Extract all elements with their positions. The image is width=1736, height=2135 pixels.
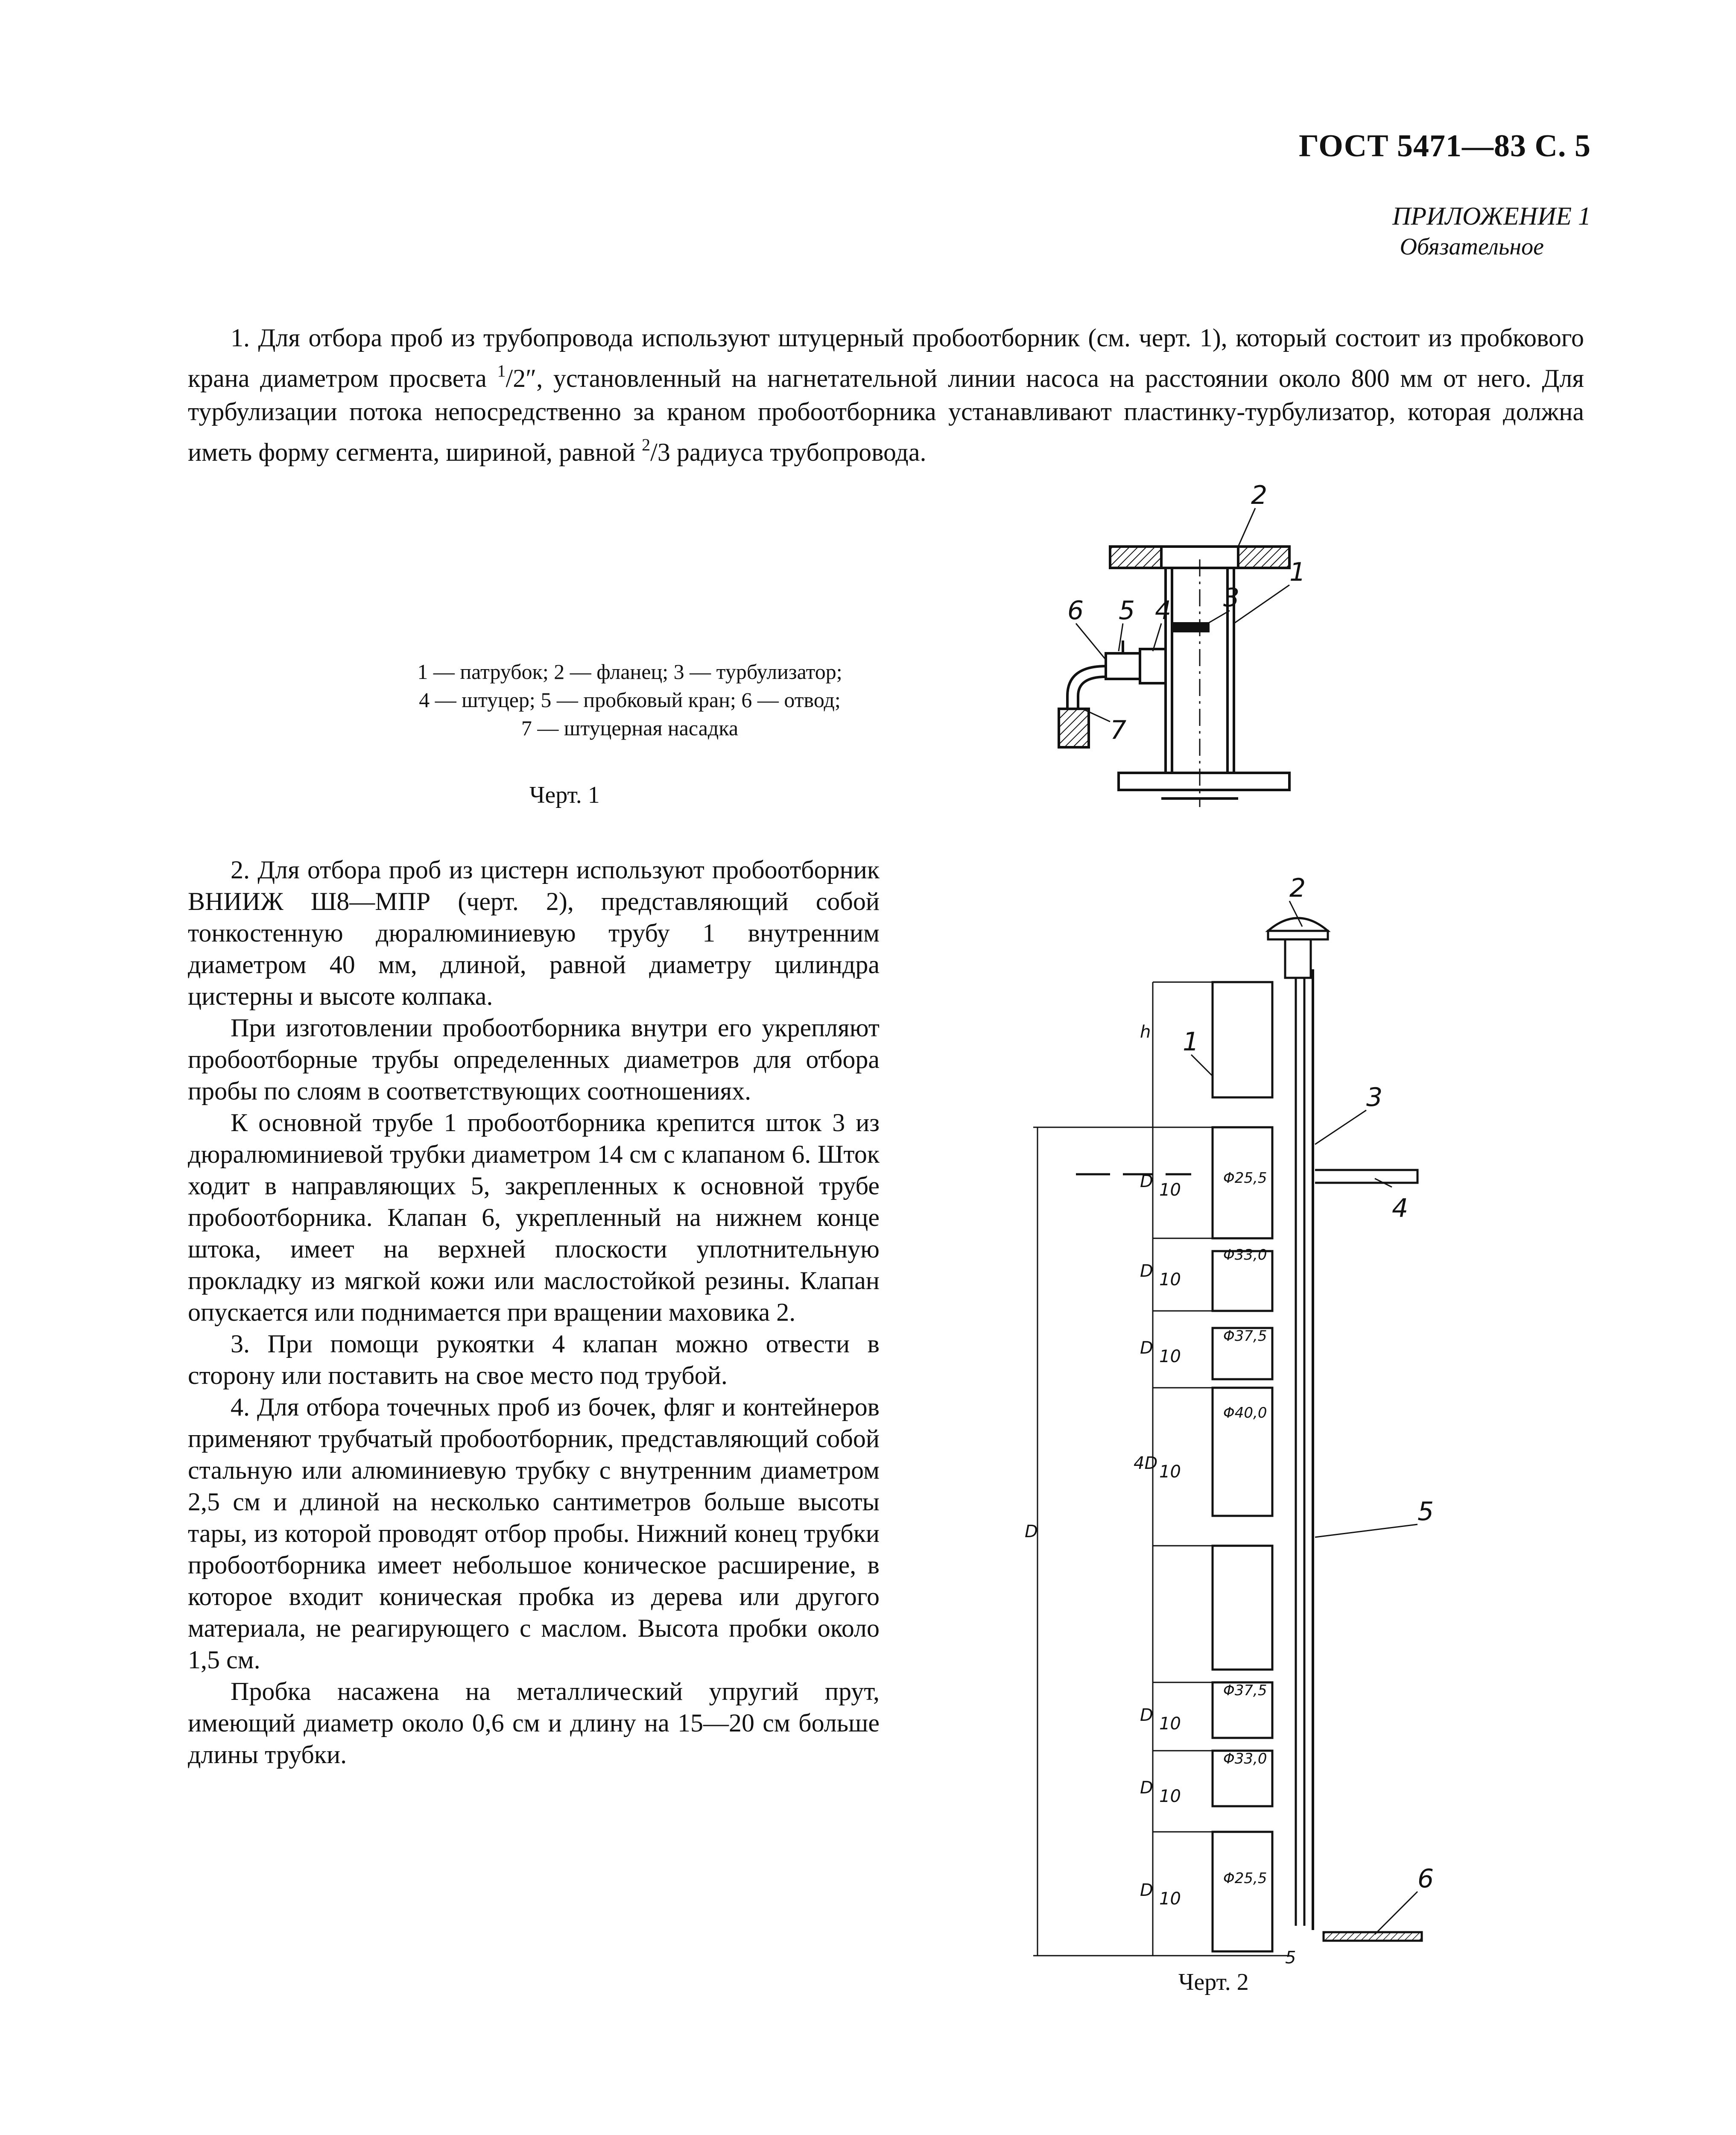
- paragraph-1-part2: , установленный на нагнетательной линии насоса на расстоянии около 800 мм от него. Для турбулизации потока непосредственно за краном пробоотборника устанавливают пластинку-турбулизатор, которая должна иметь форму сегмента, шириной, равной: [188, 364, 1584, 466]
- fig1-label-2: 2: [1251, 483, 1268, 510]
- fraction2-rest: /3: [650, 438, 670, 466]
- paragraph-4: 4. Для отбора точечных проб из бочек, фляг и контейнеров применяют трубчатый пробоотборник, представляющий собой стальную или алюминиевую трубку с внутренним диаметром 2,5 см и длиной на несколько сантиметров больше высоты тары, из которой проводят отбор пробы. Нижний конец трубки пробоотборника имеет небольшое коническое расширение, в которое входит коническая пробка из дерева или другого материала, не реагирующего с маслом. Высота пробки около 1,5 см.: [188, 1393, 880, 1674]
- dim-D-2: D: [1140, 1261, 1153, 1281]
- fraction2-numerator: 2: [642, 435, 651, 454]
- figure-1-legend: [299, 658, 961, 742]
- dim-phi33-top: Φ33,0: [1223, 1246, 1267, 1263]
- outlet-bend: [1067, 666, 1106, 709]
- appendix-heading: [1392, 201, 1591, 262]
- fig2-label-6: 6: [1417, 1864, 1434, 1894]
- fig2-label-1: 1: [1183, 1027, 1199, 1057]
- paragraph-2-3: К основной трубе 1 пробоотборника крепится шток 3 из дюралюминиевой трубки диаметром 14 см с клапаном 6. Шток ходит в направляющих 5, закрепленных к основной трубе пробоотборника. Клапан 6, укрепленный на нижнем конце штока, имеет на верхней плоскости уплотнительную прокладку из мягкой кожи или маслостойкой резины. Клапан опускается или поднимается при вращении маховика 2.: [188, 1108, 880, 1326]
- dim-phi40: Φ40,0: [1223, 1404, 1267, 1421]
- paragraph-3: 3. При помощи рукоятки 4 клапан можно отвести в сторону или поставить на свое место под трубой.: [188, 1330, 880, 1389]
- handwheel: [1268, 918, 1328, 931]
- sample-block-1: [1213, 982, 1272, 1097]
- fig1-label-5: 5: [1119, 596, 1135, 626]
- fitting: [1140, 649, 1166, 683]
- dim-phi25-top: Φ25,5: [1223, 1170, 1267, 1187]
- fig2-label-3: 3: [1366, 1082, 1383, 1112]
- dim-phi37-bottom: Φ37,5: [1223, 1682, 1267, 1699]
- cock-valve: [1106, 653, 1140, 679]
- legend-line-2: 4 — штуцер; 5 — пробковый кран; 6 — отвод;: [419, 688, 841, 712]
- fraction-rest: /2″: [506, 364, 537, 392]
- dim-10-2: 10: [1159, 1270, 1181, 1290]
- fig1-label-3: 3: [1223, 583, 1240, 613]
- bottom-flange: [1119, 773, 1289, 790]
- figure-2-drawing: [991, 854, 1439, 1964]
- dim-5: 5: [1285, 1948, 1296, 1964]
- turbulizer-plate: [1174, 623, 1208, 631]
- section-2-text: [188, 854, 880, 1770]
- paragraph-1: [188, 321, 1584, 469]
- dim-10-7: 10: [1159, 1889, 1181, 1909]
- dim-D-4: D: [1140, 1705, 1153, 1725]
- legend-line-3: 7 — штуцерная насадка: [521, 716, 739, 740]
- dim-10-4: 10: [1159, 1462, 1181, 1482]
- page-header: ГОСТ 5471—83 С. 5: [1299, 129, 1591, 164]
- sample-block-6: [1213, 1546, 1272, 1670]
- fig1-label-4: 4: [1155, 596, 1172, 626]
- fig1-label-1: 1: [1289, 557, 1306, 587]
- legend-line-1: 1 — патрубок; 2 — фланец; 3 — турбулизатор;: [417, 660, 842, 684]
- nozzle: [1059, 709, 1089, 747]
- fig2-label-2: 2: [1289, 873, 1306, 903]
- dim-10-3: 10: [1159, 1347, 1181, 1366]
- figure-1-drawing: [982, 483, 1409, 824]
- dim-10-1: 10: [1159, 1180, 1181, 1200]
- figure-1-caption: Черт. 1: [529, 782, 600, 808]
- dim-D-5: D: [1140, 1778, 1153, 1798]
- dim-D-1: D: [1140, 1172, 1153, 1191]
- paragraph-4-2: Пробка насажена на металлический упругий прут, имеющий диаметр около 0,6 см и длину на 15—20 см больше длины трубки.: [188, 1677, 880, 1769]
- sample-block-9: [1213, 1832, 1272, 1951]
- fig2-label-5: 5: [1417, 1497, 1434, 1527]
- dim-10-5: 10: [1159, 1714, 1181, 1734]
- dim-4D: 4D: [1134, 1454, 1158, 1473]
- fig1-label-6: 6: [1067, 596, 1084, 626]
- dim-D-6: D: [1140, 1881, 1153, 1900]
- valve-plate: [1324, 1932, 1422, 1941]
- fig1-label-7: 7: [1110, 715, 1127, 745]
- appendix-status: Обязательное: [1400, 234, 1544, 260]
- dim-D-total: D: [1025, 1522, 1038, 1541]
- dim-h: h: [1140, 1022, 1151, 1042]
- paragraph-1-part1: 1. Для отбора проб из трубопровода используют штуцерный пробоотборник (см. черт. 1), который состоит из пробкового крана диаметром просвета: [188, 324, 1584, 392]
- dim-phi25-bottom: Φ25,5: [1223, 1870, 1267, 1887]
- paragraph-2: 2. Для отбора проб из цистерн используют пробоотборник ВНИИЖ Ш8—МПР (черт. 2), представляющий собой тонкостенную дюралюминиевую трубу 1 внутренним диаметром 40 мм, длиной, равной диаметру цилиндра цистерны и высоте колпака.: [188, 856, 880, 1010]
- dim-D-3: D: [1140, 1338, 1153, 1358]
- paragraph-2-2: При изготовлении пробоотборника внутри его укрепляют пробоотборные трубы определенных диаметров для отбора пробы по слоям в соответствующих соотношениях.: [188, 1014, 880, 1105]
- fraction-numerator: 1: [497, 361, 506, 380]
- figure-2-caption: Черт. 2: [1178, 1969, 1249, 1995]
- fig2-label-4: 4: [1392, 1193, 1409, 1223]
- handle-lever: [1315, 1170, 1417, 1183]
- dim-phi37-top: Φ37,5: [1223, 1328, 1267, 1345]
- paragraph-1-part3: радиуса трубопровода.: [670, 438, 926, 466]
- dim-10-6: 10: [1159, 1787, 1181, 1806]
- appendix-label: ПРИЛОЖЕНИЕ 1: [1392, 202, 1591, 230]
- dim-phi33-bottom: Φ33,0: [1223, 1750, 1267, 1767]
